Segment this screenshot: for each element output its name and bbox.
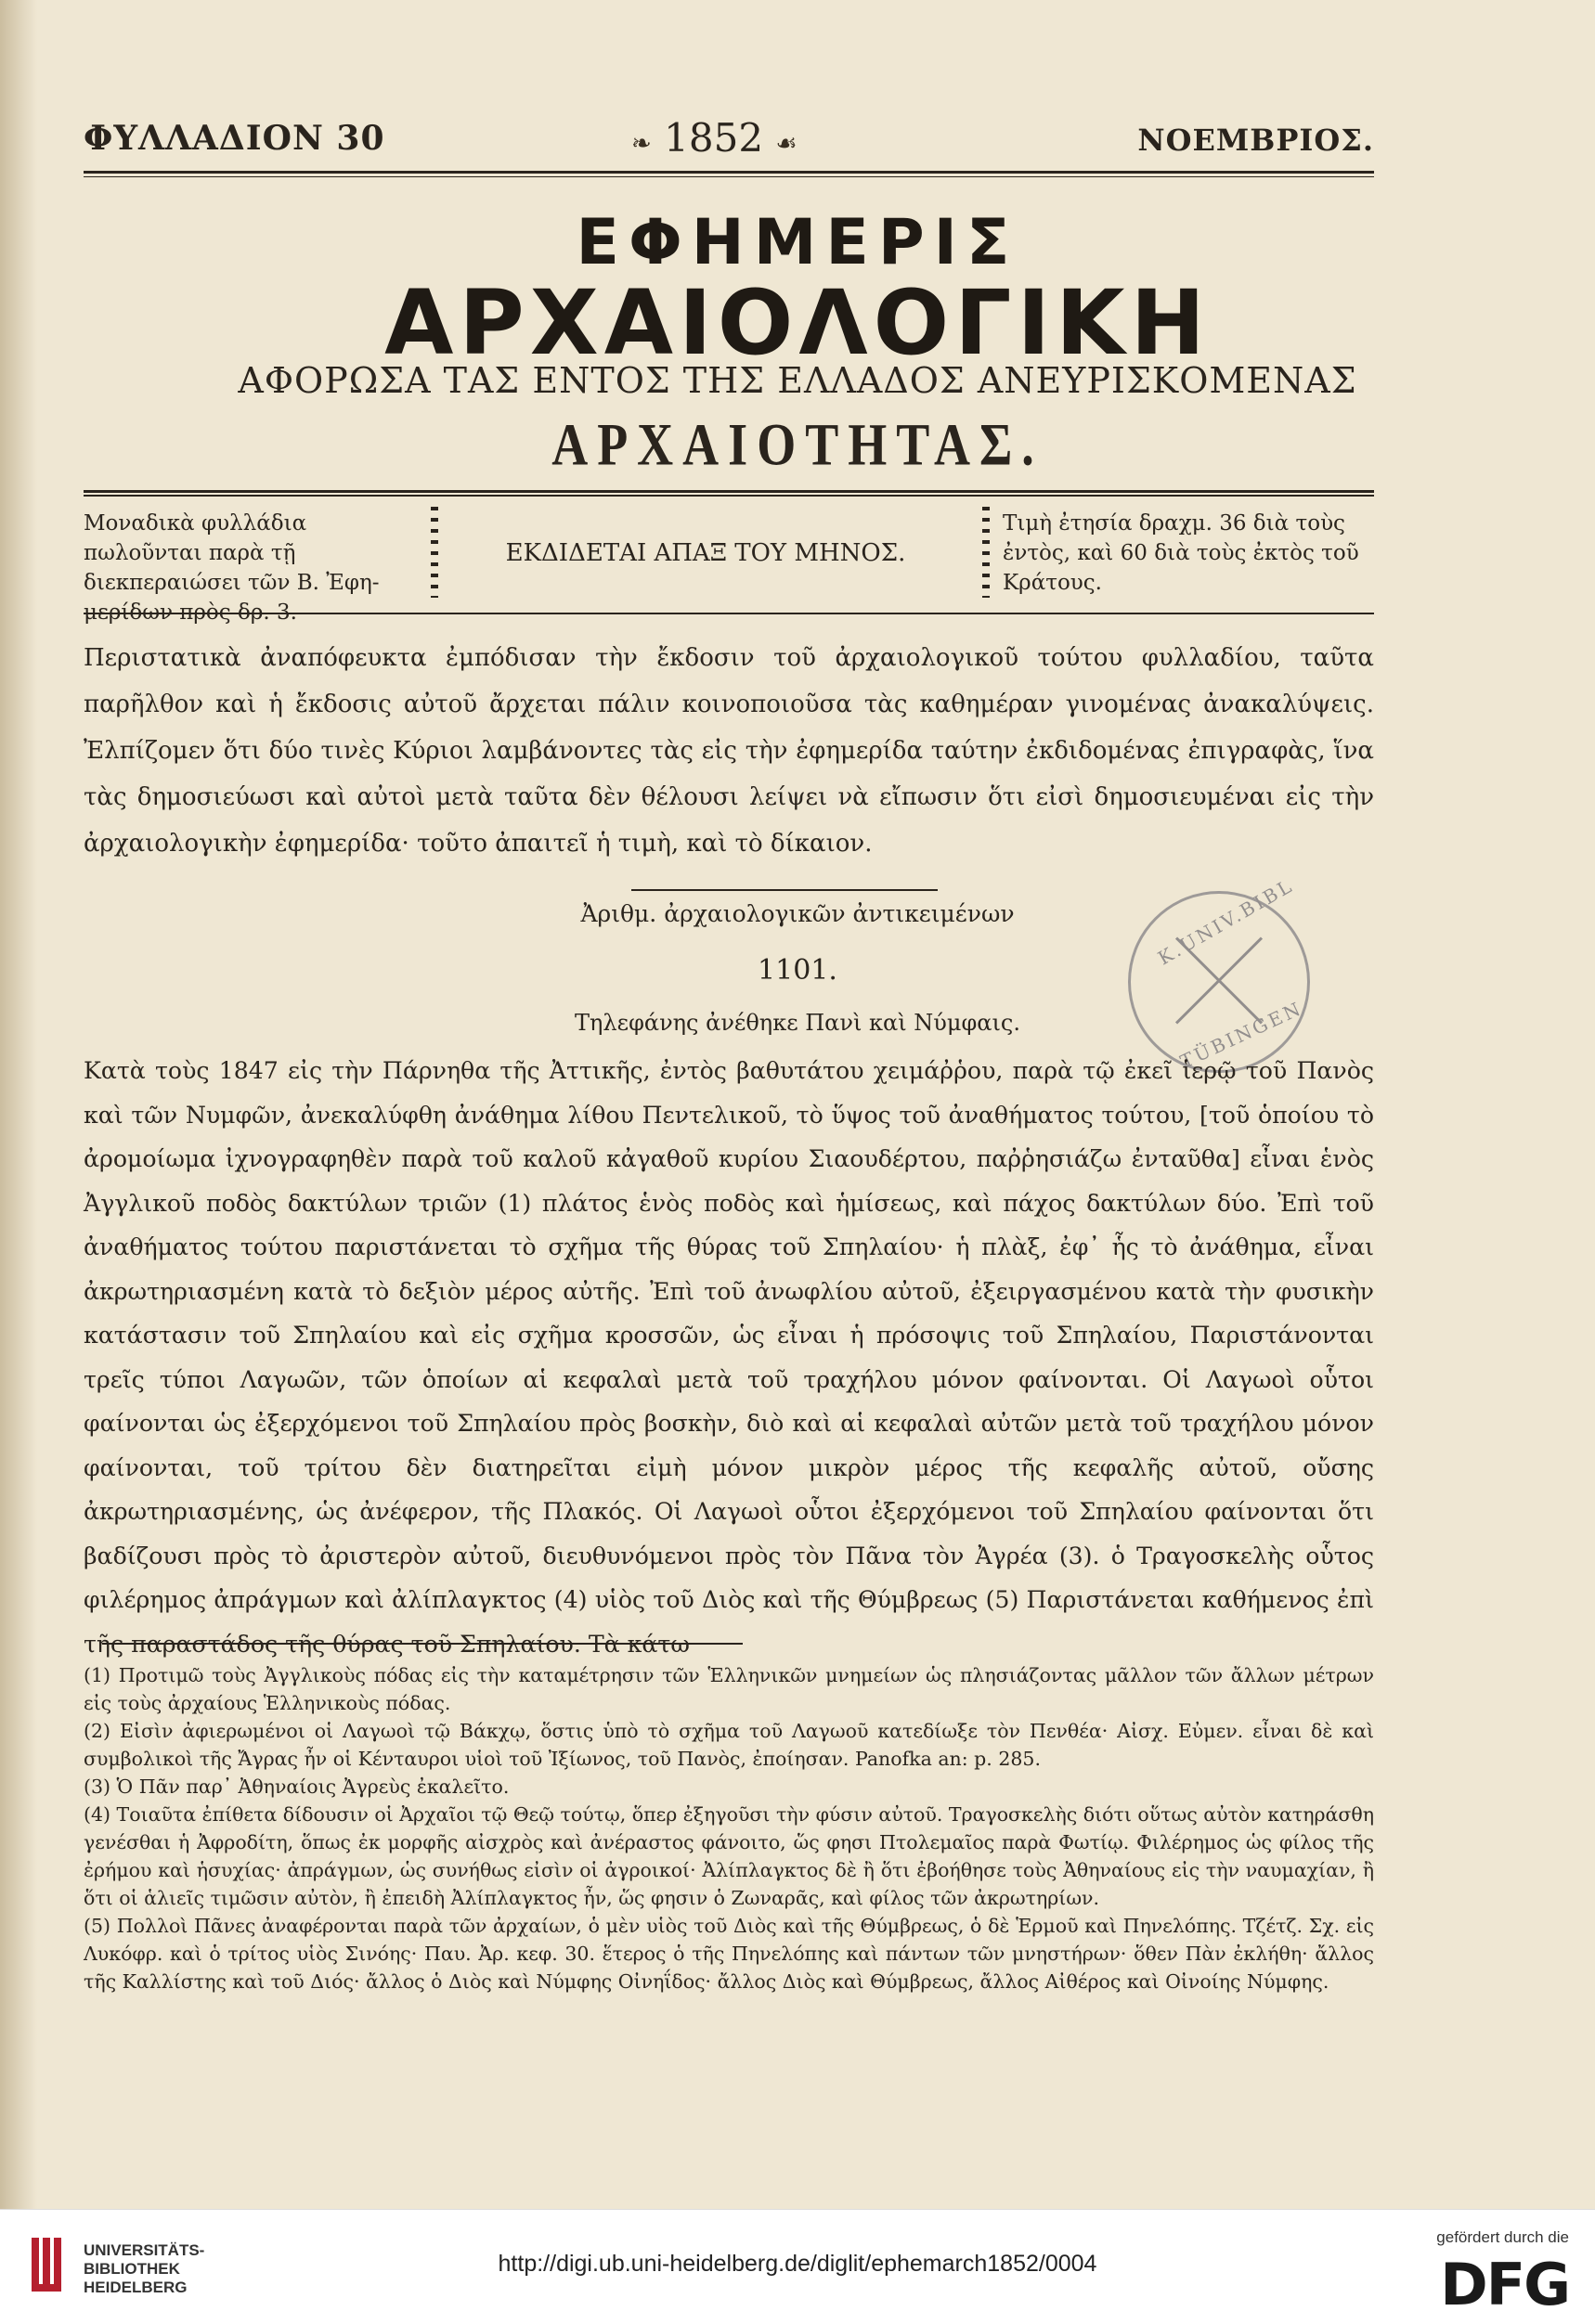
header-rule-thin	[84, 176, 1374, 177]
info-top-rule-thin	[84, 495, 1374, 497]
library-stamp	[1128, 873, 1310, 1073]
intro-paragraph: Περιστατικὰ ἀναπόφευκτα ἐμπόδισαν τὴν ἔκδοσιν τοῦ ἀρχαιολογικοῦ τούτου φυλλαδίου, ταῦτα παρῆλθον καὶ ἡ ἔκδοσις αὐτοῦ ἄρχεται πάλιν κοινοποιοῦσα τὰς καθημέραν γινομένας ἀνακαλύψεις. Ἐλπίζομεν ὅτι δύο τινὲς Κύριοι λαμβάνοντες τὰς εἰς τὴν ἐφημερίδα ταύτην ἐκδιδομένας ἐπιγραφὰς, ἵνα τὰς δημοσιεύωσι καὶ αὐτοὶ μετὰ ταῦτα δὲν θέλουσι λείψει νὰ εἴπωσιν ὅτι εἰσὶ δημοσιευμέναι εἰς τὴν ἀρχαιολογικὴν ἐφημερίδα· τοῦτο ἀπαιτεῖ ἡ τιμὴ, καὶ τὸ δίκαιον.	[84, 644, 1374, 858]
dfg-logo[interactable]: DFG	[1440, 2251, 1569, 2318]
article-number: 1101.	[758, 954, 837, 987]
stamp-text-top: K.UNIV.BIBL	[1154, 873, 1298, 970]
running-head	[84, 115, 1374, 174]
dotted-divider	[431, 507, 438, 598]
footnotes	[84, 1661, 1374, 1995]
footnote: (5) Πολλοὶ Πᾶνες ἀναφέρονται παρὰ τῶν ἀρχαίων, ὁ μὲν υἱὸς τοῦ Διὸς καὶ τῆς Θύμβρεως, ὁ δὲ Ἑρμοῦ καὶ Πηνελόπης. Τζέτζ. Σχ. εἰς Λυκόφρ. καὶ ὁ τρίτος υἱὸς Σινόης· Παυ. Ἀρ. κεφ. 30. ἕτερος ὁ τῆς Πηνελόπης καὶ πάντων τῶν μνηστήρων· ὅθεν Πὰν ἐκλήθη· ἄλλος τῆς Καλλίστης καὶ τοῦ Διός· ἄλλος ὁ Διὸς καὶ Νύμφης Οἰνηΐδος· ἄλλος Διὸς καὶ Θύμβρεως, ἄλλος Αἰθέρος καὶ Οἰνοίης Νύμφης.	[84, 1915, 1374, 1993]
section-divider	[631, 889, 938, 891]
footnote: (3) Ὁ Πᾶν παρ᾽ Ἀθηναίοις Ἀγρεὺς ἐκαλεῖτο.	[84, 1775, 510, 1798]
ornament-left-icon: ❧	[631, 130, 652, 158]
footnote: (4) Τοιαῦτα ἐπίθετα δίδουσιν οἱ Ἀρχαῖοι τῷ Θεῷ τούτῳ, ὅπερ ἐξηγοῦσι τὴν φύσιν αὐτοῦ. Τραγοσκελὴς διότι οὕτως αὐτὸν κατηράσθη γενέσθαι ἡ Ἀφροδίτη, ὅπως ἐκ μορφῆς αἰσχρὸς καὶ ἀνέραστος φάνοιτο, ὥς φησι Πτολεμαῖος παρὰ Φωτίῳ. Φιλέρημος ὡς φίλος τῆς ἐρήμου καὶ ἡσυχίας· ἀπράγμων, ὡς συνήθως εἰσὶν οἱ ἀγροικοί· Ἀλίπλαγκτος δὲ ἢ ὅτι ἐβοήθησε τοὺς Ἀθηναίους εἰς τὴν ναυμαχίαν, ἢ ὅτι οἱ ἁλιεῖς τιμῶσιν αὐτὸν, ἢ ἐπειδὴ Ἀλίπλαγκτος ἦν, ὥς φησιν ὁ Ζωναρᾶς, καὶ φίλος τῶν ἀκρωτηρίων.	[84, 1803, 1374, 1909]
info-frequency-text: ΕΚΔΙΔΕΤΑΙ ΑΠΑΞ ΤΟΥ ΜΗΝΟΣ.	[505, 539, 906, 567]
article-caption: Τηλεφάνης ἀνέθηκε Πανὶ καὶ Νύμφαις.	[575, 1010, 1020, 1036]
year	[631, 115, 798, 161]
viewer-footer	[0, 2209, 1595, 2324]
info-top-rule	[84, 490, 1374, 493]
dotted-divider	[982, 507, 990, 598]
info-price-text: Τιμὴ ἐτησία δραχμ. 36 διὰ τοὺς ἐντὸς, καὶ 60 διὰ τοὺς ἐκτὸς τοῦ Κράτους.	[1003, 511, 1359, 595]
month: ΝΟΕΜΒΡΙΟΣ.	[1137, 123, 1374, 158]
info-sale-text: Μοναδικὰ φυλλάδια πωλοῦνται παρὰ τῇ διεκπεραιώσει τῶν Β. Ἐφη-μερίδων πρὸς δρ. 3.	[84, 511, 380, 625]
footnote-rule	[102, 1643, 743, 1645]
info-bottom-rule	[84, 613, 1374, 614]
stamp-text-bottom: TÜBINGEN	[1176, 997, 1306, 1073]
article-label: Ἀριθμ. ἀρχαιολογικῶν ἀντικειμένων	[580, 900, 1015, 927]
ornament-right-icon: ☙	[775, 130, 798, 158]
year-value: 1852	[664, 115, 764, 161]
article-body: Κατὰ τοὺς 1847 εἰς τὴν Πάρνηθα τῆς Ἀττικῆς, ἐντὸς βαθυτάτου χειμάῤῥου, παρὰ τῷ ἐκεῖ ἱερῷ τοῦ Πανὸς καὶ τῶν Νυμφῶν, ἀνεκαλύφθη ἀνάθημα λίθου Πεντελικοῦ, τὸ ὕψος τοῦ ἀναθήματος τούτου, [τοῦ ὁποίου τὸ ἀρομοίωμα ἰχνογραφηθὲν παρὰ τοῦ καλοῦ κἀγαθοῦ κυρίου Σιαουδέρτου, παῤῥησιάζω ἐνταῦθα] εἶναι ἑνὸς Ἀγγλικοῦ ποδὸς δακτύλων τριῶν (1) πλάτος ἑνὸς ποδὸς καὶ ἡμίσεως, καὶ πάχος δακτύλων δύο. Ἐπὶ τοῦ ἀναθήματος τούτου παριστάνεται τὸ σχῆμα τῆς θύρας τοῦ Σπηλαίου· ἡ πλὰξ, ἐφ᾽ ἧς τὸ ἀνάθημα, εἶναι ἀκρωτηριασμένη κατὰ τὸ δεξιὸν μέρος αὐτῆς. Ἐπὶ τοῦ ἀνωφλίου αὐτοῦ, ἐξειργασμένου κατὰ τὴν φυσικὴν κατάστασιν τοῦ Σπηλαίου καὶ εἰς σχῆμα κροσσῶν, ὡς εἶναι ἡ πρόσοψις τοῦ Σπηλαίου, Παριστάνονται τρεῖς τύποι Λαγωῶν, τῶν ὁποίων αἱ κεφαλαὶ μετὰ τοῦ τραχήλου μόνον φαίνονται. Οἱ Λαγωοὶ οὗτοι φαίνονται ὡς ἐξερχόμενοι τοῦ Σπηλαίου πρὸς βοσκὴν, διὸ καὶ αἱ κεφαλαὶ αὐτῶν μετὰ τοῦ τραχήλου μόνον φαίνονται, τοῦ τρίτου δὲν διατηρεῖται εἰμὴ μόνον μικρὸν μέρος τῆς κεφαλῆς αὐτοῦ, οὔσης ἀκρωτηριασμένης, ὡς ἀνέφερον, τῆς Πλακός. Οἱ Λαγωοὶ οὗτοι ἐξερχόμενοι τοῦ Σπηλαίου φαίνονται ὅτι βαδίζουσι πρὸς τὸ ἀριστερὸν αὐτοῦ, διευθυνόμενοι πρὸς τὸν Πᾶνα τὸν Ἀγρέα (3). ὁ Τραγοσκελὴς οὗτος φιλέρημος ἀπράγμων καὶ ἀλίπλαγκτος (4) υἱὸς τοῦ Διὸς καὶ τῆς Θύμβρεως (5) Παριστάνεται καθήμενος ἐπὶ τῆς παραστάδος τῆς θύρας τοῦ Σπηλαίου. Τὰ κάτω	[84, 1057, 1374, 1658]
issue-number: ΦΥΛΛΑΔΙΟΝ 30	[84, 119, 385, 158]
footnote: (1) Προτιμῶ τοὺς Ἀγγλικοὺς πόδας εἰς τὴν καταμέτρησιν τῶν Ἑλληνικῶν μνημείων ὡς πλησιάζοντας μᾶλλον τῶν ἄλλων μέτρων εἰς τοὺς ἀρχαίους Ἑλληνικοὺς πόδας.	[84, 1664, 1374, 1714]
permalink-url[interactable]: http://digi.ub.uni-heidelberg.de/diglit/ephemarch1852/0004	[498, 2251, 1097, 2277]
funding-label: gefördert durch die	[1436, 2228, 1569, 2246]
footnote: (2) Εἰσὶν ἀφιερωμένοι οἱ Λαγωοὶ τῷ Βάκχῳ, ὅστις ὑπὸ τὸ σχῆμα τοῦ Λαγωοῦ κατεδίωξε τὸν Πενθέα· Αἰσχ. Εὐμεν. εἶναι δὲ καὶ συμβολικοὶ τῆς Ἄγρας ἦν οἱ Κένταυροι υἱοὶ τοῦ Ἰξίωνος, τοῦ Πανὸς, ἐποίησαν. Panofka an: p. 285.	[84, 1720, 1374, 1770]
university-library-name[interactable]: UNIVERSITÄTS- BIBLIOTHEK HEIDELBERG	[84, 2241, 205, 2296]
masthead-subtitle: ΑΦΟΡΩΣΑ ΤΑΣ ΕΝΤΟΣ ΤΗΣ ΕΛΛΑΔΟΣ ΑΝΕΥΡΙΣΚΟΜΕΝΑΣ	[238, 360, 1357, 401]
header-rule	[84, 171, 1374, 174]
masthead-title-line2: ΑΡΧΑΙΟΛΟΓΙΚΗ	[384, 271, 1211, 375]
masthead-subtitle2: ΑΡΧΑΙΟΤΗΤΑΣ.	[551, 411, 1044, 478]
masthead-title-line1: ΕΦΗΜΕΡΙΣ	[576, 206, 1019, 279]
